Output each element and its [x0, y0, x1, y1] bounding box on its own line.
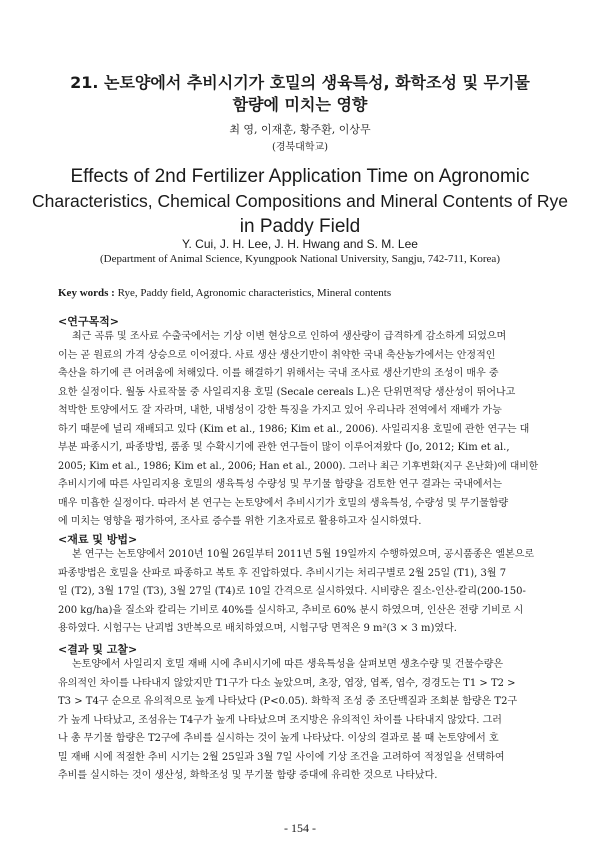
paragraph-line: 가 높게 나타났고, 조섬유는 T4구가 높게 나타났으며 조지방은 유의적인 차이를 나타내지 않았다. 그러 [58, 714, 502, 726]
paragraph-line: T3 > T4구 순으로 유의적으로 높게 나타났다 (P<0.05). 화학적 조성 중 조단백질과 조회분 함량은 T2구 [58, 696, 518, 707]
results-paragraph [58, 656, 550, 786]
paragraph-line: 밀 재배 시에 적절한 추비 시기는 2월 25일과 3월 7일 사이에 기상 조건을 고려하여 적정일을 선택하여 [58, 751, 505, 763]
paragraph-line: 매우 미흡한 실정이다. 따라서 본 연구는 논토양에서 추비시기가 호밀의 생육특성, 수량성 및 무기물함량 [58, 497, 509, 509]
english-authors: Y. Cui, J. H. Lee, J. H. Hwang and S. M. Lee [182, 237, 418, 251]
section-heading-results: <결과 및 고찰> [58, 643, 138, 656]
keywords-text: Rye, Paddy field, Agronomic characteristics, Mineral contents [117, 287, 392, 299]
keywords [58, 287, 558, 299]
paragraph-line: 일 (T2), 3월 17일 (T3), 3월 27일 (T4)로 10일 간격으로 실시하였다. 시비량은 질소-인산-칼리(200-150- [58, 586, 526, 597]
korean-title-line-1: 21. 논토양에서 추비시기가 호밀의 생육특성, 화학조성 및 무기물 [70, 73, 530, 92]
english-affiliation: (Department of Animal Science, Kyungpook National University, Sangju, 742-711, Korea) [100, 253, 500, 265]
english-title-line-3: in Paddy Field [239, 216, 361, 237]
english-title [30, 164, 570, 239]
section-heading-methods: <재료 및 방법> [58, 533, 138, 546]
paragraph-line: 논토양에서 사일리지 호밀 재배 시에 추비시기에 따른 생육특성을 살펴보면 생초수량 및 건물수량은 [72, 659, 504, 670]
objective-paragraph [58, 328, 550, 532]
paragraph-line: 축산을 하기에 큰 어려움에 처해있다. 이를 해결하기 위해서는 국내 조사료 생산기반의 조성이 매우 중 [58, 368, 499, 379]
paragraph-line: 최근 곡류 및 조사료 수출국에서는 기상 이변 현상으로 인하여 생산량이 급격하게 감소하게 되었으며 [72, 331, 507, 342]
korean-affiliation: (경북대학교) [271, 142, 329, 153]
section-heading-objective: <연구목적> [58, 315, 119, 328]
paragraph-line: 부분 파종시기, 파종방법, 품종 및 수확시기에 관한 연구들이 많이 이루어져왔다 (Jo, 2012; Kim et al., [58, 442, 510, 453]
page-number: - 154 - [284, 821, 316, 835]
english-title-line-1: Effects of 2nd Fertilizer Application Time on Agronomic [70, 166, 530, 187]
korean-title-line-2: 함량에 미치는 영향 [232, 95, 368, 114]
keywords-label: Key words : [58, 287, 115, 299]
methods-paragraph [58, 546, 550, 639]
paragraph-line: 본 연구는 논토양에서 2010년 10월 26일부터 2011년 5월 19일까지 수행하였으며, 공시품종은 엘본으로 [72, 549, 535, 560]
paragraph-line: 나 총 무기물 함량은 T2구에 추비를 실시하는 것이 높게 나타났다. 이상의 결과로 볼 때 논토양에서 호 [58, 733, 499, 744]
paragraph-line: 추비를 실시하는 것이 생산성, 화학조성 및 무기물 함량 증대에 유리한 것으로 나타났다. [58, 770, 438, 781]
paragraph-line: 200 kg/ha)을 질소와 칼리는 기비로 40%를 실시하고, 추비로 60% 분시 하였으며, 인산은 전량 기비로 시 [58, 604, 524, 616]
korean-authors: 최 영, 이재훈, 황주환, 이상무 [229, 123, 371, 136]
paragraph-line: 요한 실정이다. 월동 사료작물 중 사일리지용 호밀 (Secale cereals L.)은 단위면적당 생산성이 뛰어나고 [58, 386, 516, 398]
paragraph-line: 에 미치는 영향을 평가하여, 조사료 증수를 위한 기초자료로 활용하고자 실시하였다. [58, 516, 422, 527]
paragraph-line: 용하였다. 시험구는 난괴법 3반복으로 배치하였으며, 시험구당 면적은 9 m²(3 × 3 m)였다. [58, 623, 457, 634]
paragraph-line: 척박한 토양에서도 잘 자라며, 내한, 내병성이 강한 특징을 가지고 있어 우리나라 전역에서 재배가 가능 [58, 405, 502, 416]
paragraph-line: 파종방법은 호밀을 산파로 파종하고 복토 후 진압하였다. 추비시기는 처리구별로 2월 25일 (T1), 3월 7 [58, 567, 507, 579]
paragraph-line: 2005; Kim et al., 1986; Kim et al., 2006; Han et al., 2000). 그러나 최근 기후변화(지구 온난화)에 대비한 [58, 460, 539, 472]
paragraph-line: 유의적인 차이를 나타내지 않았지만 T1구가 다소 높았으며, 초장, 엽장, 엽폭, 엽수, 경경도는 T1 > T2 > [58, 677, 516, 689]
english-title-line-2: Characteristics, Chemical Compositions and Mineral Contents of Rye [32, 191, 568, 211]
korean-title [40, 72, 560, 116]
paragraph-line: 하기 때문에 널리 재배되고 있다 (Kim et al., 1986; Kim et al., 2006). 사일리지용 호밀에 관한 연구는 대 [58, 423, 530, 435]
paragraph-line: 이는 곧 원료의 가격 상승으로 이어졌다. 사료 생산 생산기반이 취약한 국내 축산농가에서는 안정적인 [58, 349, 496, 361]
paragraph-line: 추비시기에 따른 사일리지용 호밀의 생육특성 수량성 및 무기물 함량을 검토한 연구 결과는 국내에서는 [58, 479, 502, 490]
